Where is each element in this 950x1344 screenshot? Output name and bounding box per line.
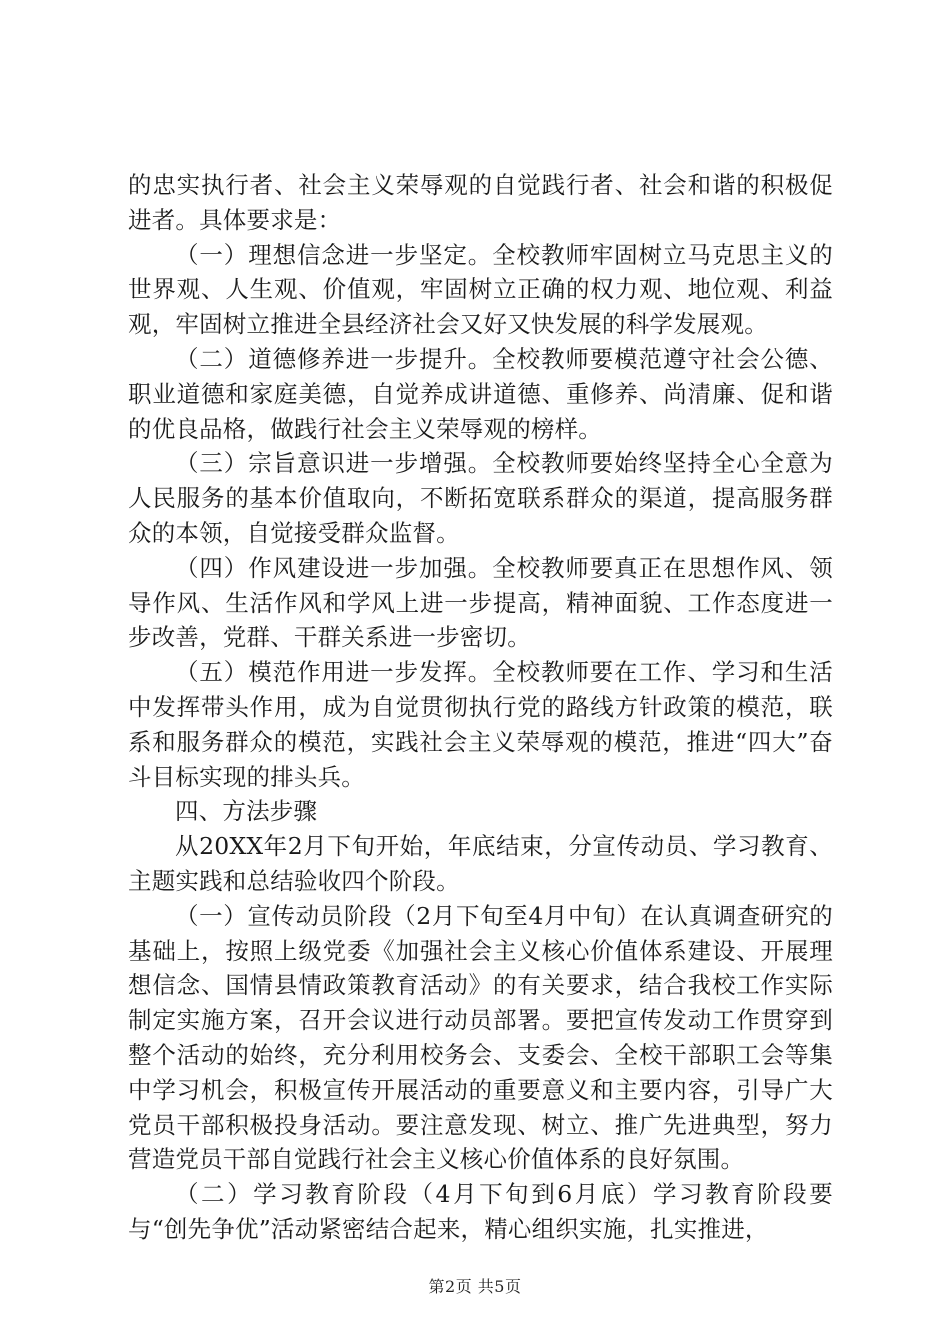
paragraph-stage-2: （二）学习教育阶段（4月下旬到6月底）学习教育阶段要与“创先争优”活动紧密结合起来，精心组织实施，扎实推进， [128,1180,833,1243]
page-number-footer: 第2页 共5页 [428,1277,522,1296]
document-body [128,168,833,1247]
paragraph-requirement-1: （一）理想信念进一步坚定。全校教师牢固树立马克思主义的世界观、人生观、价值观，牢固树立正确的权力观、地位观、利益观，牢固树立推进全县经济社会又好又快发展的科学发展观。 [128,240,833,339]
paragraph-requirement-5: （五）模范作用进一步发挥。全校教师要在工作、学习和生活中发挥带头作用，成为自觉贯彻执行党的路线方针政策的模范，联系和服务群众的模范，实践社会主义荣辱观的模范，推进“四大”奋斗目标实现的排头兵。 [128,658,833,791]
paragraph-stage-1: （一）宣传动员阶段（2月下旬至4月中旬）在认真调查研究的基础上，按照上级党委《加强社会主义核心价值体系建设、开展理想信念、国情县情政策教育活动》的有关要求，结合我校工作实际制定实施方案，召开会议进行动员部署。要把宣传发动工作贯穿到整个活动的始终，充分利用校务会、支委会、全校干部职工会等集中学习机会，积极宣传开展活动的重要意义和主要内容，引导广大党员干部积极投身活动。要注意发现、树立、推广先进典型，努力营造党员干部自觉践行社会主义核心价值体系的良好氛围。 [128,901,833,1174]
paragraph-requirement-3: （三）宗旨意识进一步增强。全校教师要始终坚持全心全意为人民服务的基本价值取向，不断拓宽联系群众的渠道，提高服务群众的本领，自觉接受群众监督。 [128,449,833,547]
paragraph-requirement-4: （四）作风建设进一步加强。全校教师要真正在思想作风、领导作风、生活作风和学风上进一步提高，精神面貌、工作态度进一步改善，党群、干群关系进一步密切。 [128,553,833,652]
paragraph-schedule: 从20XX年2月下旬开始，年底结束，分宣传动员、学习教育、主题实践和总结验收四个阶段。 [128,832,833,895]
paragraph-continuation: 的忠实执行者、社会主义荣辱观的自觉践行者、社会和谐的积极促进者。具体要求是： [128,171,833,234]
section-heading-methods: 四、方法步骤 [175,797,318,826]
paragraph-requirement-2: （二）道德修养进一步提升。全校教师要模范遵守社会公德、职业道德和家庭美德，自觉养成讲道德、重修养、尚清廉、促和谐的优良品格，做践行社会主义荣辱观的榜样。 [128,344,833,443]
